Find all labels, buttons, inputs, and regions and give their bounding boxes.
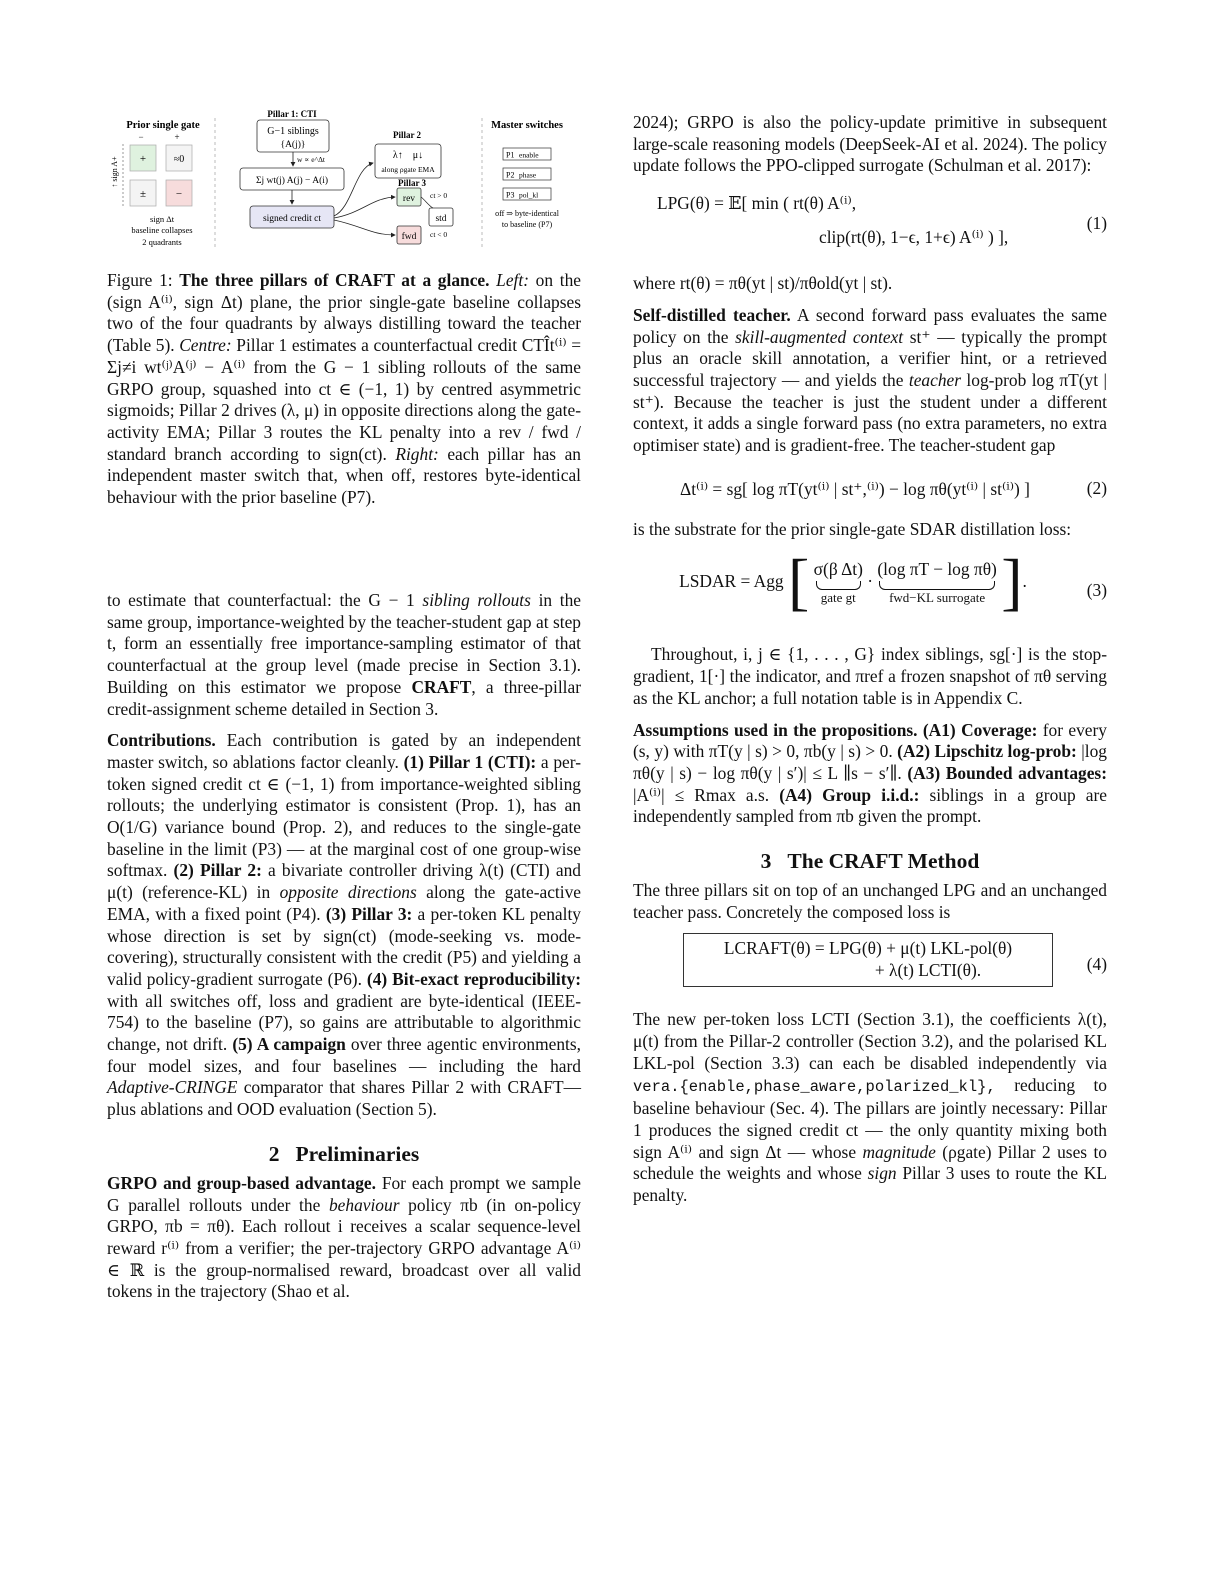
equation-3-kl: [877, 559, 996, 606]
notation-paragraph: Throughout, i, j ∈ {1, . . . , G} index siblings, sg[·] is the stop-gradient, 1[·] the indicator, and πref a frozen snapshot of πθ serving as the KL anchor; a full notation table is in Appendix C.: [633, 644, 1107, 708]
equation-3-lhs: LSDAR = Agg: [679, 571, 784, 592]
contribution-5-head: (5) A campaign: [232, 1034, 346, 1055]
controller-box-line2: along ρgate EMA: [381, 165, 435, 174]
switch-p1-code: enable: [519, 150, 539, 160]
assumptions-paragraph: [633, 720, 1107, 829]
cond-positive: ct > 0: [430, 191, 448, 200]
figure-1: [107, 108, 581, 250]
switch-p2-tag: P2: [506, 170, 515, 180]
left-note-2: 2 quadrants: [142, 237, 182, 247]
contributions-paragraph: [107, 730, 581, 1121]
left-top-mark-minus: −: [138, 132, 144, 142]
equation-2: [633, 469, 1107, 509]
equation-3-gate: [814, 559, 863, 606]
controller-box-line1: λ↑ μ↓: [392, 150, 424, 161]
caption-right-label: Right:: [395, 443, 439, 464]
switch-config-code: vera.{enable,phase_aware,polarized_kl},: [633, 1077, 996, 1096]
caption-text-2: Pillar 1 estimates a counterfactual credit CTÎt⁽ⁱ⁾ = Σj≠i wt⁽ʲ⁾A⁽ʲ⁾ − A⁽ⁱ⁾ from the G − 1 sibling rollouts of the same GRPO group, squashed into ct ∈ (−1, 1) by centred asymmetric sigmoids; Pillar 2 drives (λ, μ) in opposite directions along the gate-activity EMA; Pillar 3 routes the KL penalty into a rev / fwd / standard branch according to sign(ct).: [107, 335, 581, 464]
switch-p1-tag: P1: [506, 150, 515, 160]
assumption-3-head: (A3) Bounded advantages:: [907, 762, 1107, 783]
grpo-emphasis: behaviour: [328, 1194, 400, 1215]
left-axis-y-label: ↑ sign A+: [110, 156, 119, 188]
figure-1-diagram: [107, 108, 581, 250]
siblings-box-line2: {A(j)}: [280, 140, 306, 150]
equation-3-kl-label: fwd−KL surrogate: [889, 589, 986, 605]
teacher-text-c: log-prob log πT(yt | st⁺). Because the teacher is just the student under a different context, it adds a single forward pass (no extra parameters, no extra optimiser state) and is gradient-free. The teacher-student gap: [633, 369, 1107, 456]
teacher-emphasis-2: teacher: [908, 369, 962, 390]
pillars-emphasis-2: sign: [867, 1163, 897, 1184]
branch-fwd-label: fwd: [401, 232, 417, 242]
section-2-number: 2: [268, 1141, 280, 1166]
switches-note-2: to baseline (P7): [501, 220, 553, 229]
left-top-mark-plus: +: [174, 132, 180, 142]
left-panel-title: Prior single gate: [126, 120, 200, 131]
craft-name: CRAFT: [411, 676, 472, 697]
pillars-text-c: (ρgate) Pillar 2 uses to schedule the weights and whose: [633, 1141, 1107, 1184]
quadrant-cell-minus-label: −: [175, 188, 183, 200]
intro-text-a: to estimate that counterfactual: the G − 1: [107, 590, 423, 610]
teacher-emphasis-1: skill-augmented context: [735, 326, 904, 347]
branch-std-label: std: [435, 214, 447, 224]
intro-text-b: in the same group, importance-weighted by the teacher-student gap at step t, form an essentially free importance-sampling estimator of that counterfactual at the group level (made precise in Section 3.1). Building on this estimator we propose: [107, 590, 581, 697]
equation-3-gate-label: gate gt: [820, 589, 856, 605]
switch-p3-tag: P3: [506, 190, 515, 200]
switches-note-1: off ⇒ byte-identical: [495, 209, 559, 218]
contribution-5-emphasis: Adaptive-CRINGE: [107, 1077, 238, 1098]
equation-3-dot: ·: [862, 571, 878, 592]
assumption-4-head: (A4) Group i.i.d.:: [779, 784, 920, 805]
section-3-heading: [633, 848, 1107, 874]
assumption-4-text: siblings in a group are independently sampled from πb given the prompt.: [633, 784, 1107, 827]
switch-p2-code: phase: [519, 170, 537, 180]
intro-paragraph: [107, 590, 581, 720]
contribution-2-text-b: along the gate-active EMA, with a fixed point (P4).: [107, 882, 581, 924]
equation-4-line-1: LCRAFT(θ) = LPG(θ) + μ(t) LKL-pol(θ): [723, 938, 1013, 959]
contributions-intro: Each contribution is gated by an independent master switch, so ablations factor cleanly.: [107, 730, 581, 772]
caption-text-3: each pillar has an independent master switch that, when off, restores byte-identical behaviour with the prior baseline (P7).: [107, 443, 581, 508]
assumptions-heading: Assumptions used in the propositions.: [633, 719, 918, 740]
grpo-continuation: 2024); GRPO is also the policy-update primitive in subsequent large-scale reasoning models (DeepSeek-AI et al. 2024). The policy update follows the PPO-clipped surrogate (Schulman et al. 2017):: [633, 112, 1107, 176]
section-3-number: 3: [760, 849, 772, 874]
pillars-text-d: Pillar 3 uses to route the KL penalty.: [633, 1163, 1107, 1206]
quadrant-cell-plusminus-label: ±: [139, 188, 147, 200]
pillars-text-b: reducing to baseline behaviour (Sec. 4). The pillars are jointly necessary: Pillar 1 produces the signed credit ct — the only quantity mixing both sign A⁽ⁱ⁾ and sign Δt — whose: [633, 1074, 1107, 1162]
assumption-3-text: |A⁽ⁱ⁾| ≤ Rmax a.s.: [633, 784, 780, 805]
equation-3-tag: (3): [1086, 580, 1107, 601]
grpo-heading: GRPO and group-based advantage.: [107, 1172, 376, 1193]
grpo-paragraph: [107, 1173, 581, 1303]
siblings-box-line1: G−1 siblings: [267, 126, 319, 137]
contributions-heading: Contributions.: [107, 730, 216, 751]
left-axis-x-label: sign Δt: [149, 214, 175, 224]
equation-4-tag: (4): [1086, 954, 1107, 975]
weight-arrow-label: w ∝ e^Δt: [297, 155, 325, 164]
counterfactual-sum-label: Σj wt(j) A(j) − A(i): [255, 176, 329, 186]
section-3-title: The CRAFT Method: [787, 849, 980, 874]
contribution-3-head: (3) Pillar 3:: [325, 903, 413, 924]
teacher-heading: Self-distilled teacher.: [633, 304, 791, 325]
intro-emphasis: sibling rollouts: [422, 590, 531, 610]
equation-1-line-2: clip(rt(θ), 1−ϵ, 1+ϵ) A⁽ⁱ⁾ ) ],: [819, 227, 1009, 248]
quadrant-cell-plus-label: +: [139, 153, 147, 165]
pillars-paragraph: [633, 1009, 1107, 1206]
section-2-heading: [107, 1141, 581, 1167]
teacher-paragraph: [633, 305, 1107, 457]
contribution-3-text: a per-token KL penalty whose direction is set by sign(ct) (mode-seeking vs. mode-covering), structurally consistent with the credit (P5) and yielding a valid policy-gradient surrogate (P6).: [107, 903, 581, 989]
cond-negative: ct < 0: [430, 230, 448, 239]
quadrant-cell-approx-zero-label: ≈0: [173, 154, 185, 165]
equation-3-gate-expr: σ(β Δt): [813, 559, 863, 580]
branch-rev-label: rev: [402, 194, 416, 204]
right-column: [633, 112, 1107, 1207]
equation-4: [633, 933, 1107, 997]
switch-p3-code: pol_kl: [519, 190, 539, 200]
assumption-2-head: (A2) Lipschitz log-prob:: [897, 741, 1077, 762]
contribution-2-emphasis: opposite directions: [279, 882, 417, 903]
contribution-4-head: (4) Bit-exact reproducibility:: [366, 968, 581, 989]
switches-title: Master switches: [491, 120, 563, 131]
equation-1-line-1: LPG(θ) = 𝔼[ min ( rt(θ) A⁽ⁱ⁾,: [657, 193, 857, 214]
contribution-2-head: (2) Pillar 2:: [173, 860, 262, 881]
equation-3: LSDAR = Agg [ σ(β Δt) gate gt · (log πT − log πθ) fwd−KL surrogate ]. (3): [679, 546, 1107, 618]
equation-3-kl-expr: (log πT − log πθ): [877, 559, 997, 580]
grpo-text-b: policy πb (in on-policy GRPO, πb = πθ). Each rollout i receives a scalar sequence-level reward r⁽ⁱ⁾ from a verifier; the per-trajectory GRPO advantage A⁽ⁱ⁾ ∈ ℝ is the group-normalised reward, broadcast over all valid tokens in the trajectory (Shao et al.: [107, 1194, 581, 1302]
assumption-2-text: |log πθ(y | s) − log πθ(y | s′)| ≤ L ∥s − s′∥.: [633, 741, 1107, 783]
equation-2-tag: (2): [1086, 477, 1107, 498]
contribution-2-text-a: a bivariate controller driving λ(t) (CTI) and μ(t) (reference-KL) in: [107, 860, 581, 903]
craft-intro: The three pillars sit on top of an unchanged LPG and an unchanged teacher pass. Concretely the composed loss is: [633, 880, 1107, 922]
left-column: [107, 590, 581, 1303]
caption-centre-label: Centre:: [179, 335, 232, 356]
left-note-1: baseline collapses: [131, 225, 193, 235]
section-2-title: Preliminaries: [295, 1141, 420, 1166]
sdar-intro: is the substrate for the prior single-gate SDAR distillation loss:: [633, 518, 1072, 539]
contribution-5-text-a: over three agentic environments, four model sizes, and four baselines — including the hard: [107, 1034, 581, 1076]
equation-1-tag: (1): [1086, 213, 1107, 234]
equation-1: [633, 191, 1107, 257]
teacher-text-a: A second forward pass evaluates the same policy on the: [633, 304, 1108, 347]
contribution-4-text: with all switches off, loss and gradient are byte-identical (IEEE-754) to the baseline (P7), so gains are attributable to algorithmic change, not drift.: [107, 990, 581, 1055]
caption-label: Figure 1:: [107, 270, 180, 290]
pillars-emphasis-1: magnitude: [862, 1141, 936, 1162]
ratio-definition: where rt(θ) = πθ(yt | st)/πθold(yt | st).: [633, 273, 893, 294]
equation-4-box: [683, 933, 1053, 986]
pillar-2-title: Pillar 2: [392, 130, 422, 140]
assumption-1-head: (A1) Coverage:: [917, 719, 1038, 740]
pillar-3-title: Pillar 3: [397, 178, 427, 188]
figure-caption: [107, 270, 581, 509]
pillars-text-a: The new per-token loss LCTI (Section 3.1), the coefficients λ(t), μ(t) from the Pillar-2 controller (Section 3.2), and the polarised KL LKL-pol (Section 3.3) can each be disabled independently via: [633, 1009, 1107, 1073]
contribution-1-head: (1) Pillar 1 (CTI):: [403, 751, 537, 772]
assumption-1-text: for every (s, y) with πT(y | s) > 0, πb(y | s) > 0.: [633, 719, 1108, 762]
equation-4-line-2: + λ(t) LCTI(θ).: [874, 960, 982, 981]
contribution-5-text-b: comparator that shares Pillar 2 with CRAFT— plus ablations and OOD evaluation (Section 5).: [107, 1077, 581, 1120]
intro-text-c: , a three-pillar credit-assignment scheme detailed in Section 3.: [107, 676, 582, 719]
caption-text-1: on the (sign A⁽ⁱ⁾, sign Δt) plane, the prior single-gate baseline collapses two of the four quadrants by always distilling toward the teacher (Table 5).: [107, 270, 581, 356]
signed-credit-label: signed credit ct: [262, 214, 322, 224]
caption-left-label: Left:: [496, 270, 530, 290]
caption-bold: The three pillars of CRAFT at a glance.: [179, 270, 490, 290]
grpo-text-a: For each prompt we sample G parallel rollouts under the: [107, 1172, 581, 1215]
teacher-text-b: st⁺ — typically the prompt plus an oracle skill annotation, a verifier hint, or a retrieved successful trajectory — and yields the: [633, 326, 1107, 390]
contribution-1-text: a per-token signed credit ct ∈ (−1, 1) from importance-weighted sibling rollouts; the underlying estimator is consistent (Prop. 1), has an O(1/G) variance bound (Prop. 2), and reduces to the single-gate baseline in the limit (P3) — at the marginal cost of one group-wise softmax.: [107, 751, 582, 881]
pillar-1-title: Pillar 1: CTI: [267, 109, 317, 119]
equation-2-body: Δt⁽ⁱ⁾ = sg[ log πT(yt⁽ⁱ⁾ | st⁺,⁽ⁱ⁾) − log πθ(yt⁽ⁱ⁾ | st⁽ⁱ⁾) ]: [680, 478, 1030, 499]
